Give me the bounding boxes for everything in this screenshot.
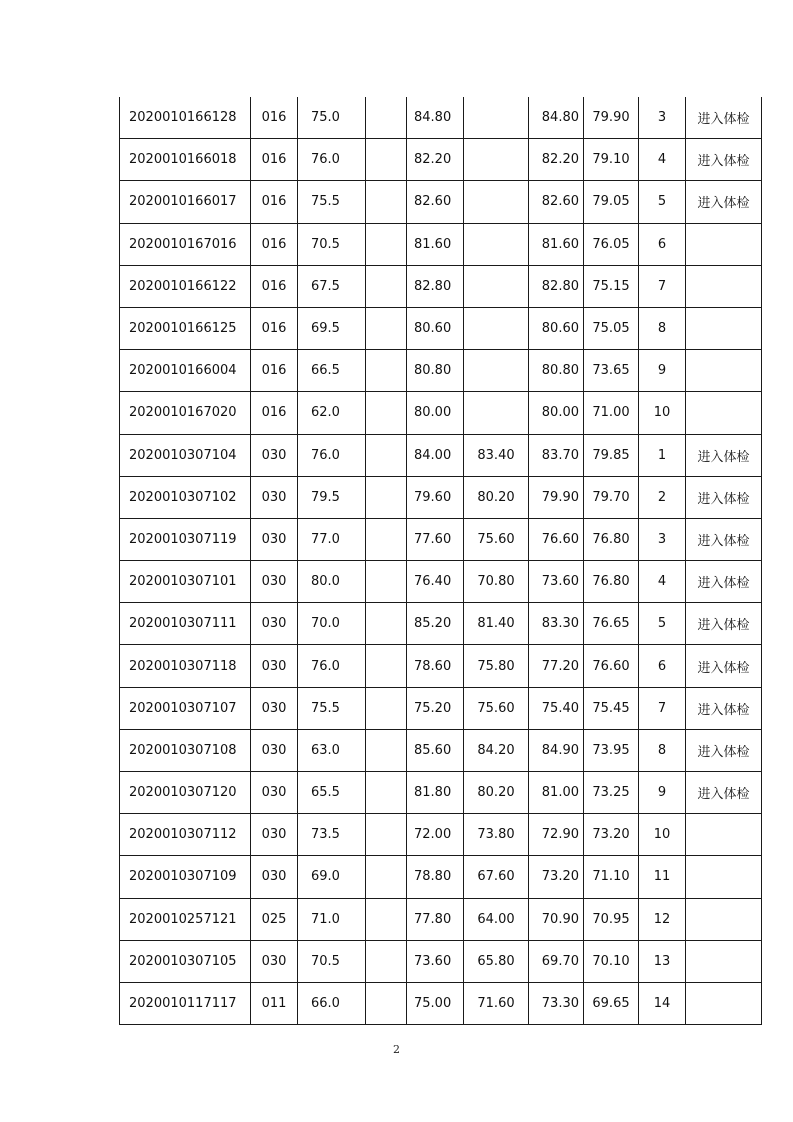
total-score-cell: 73.65 — [584, 350, 639, 392]
written-score-cell: 75.5 — [298, 181, 366, 223]
rank-cell: 14 — [639, 982, 686, 1024]
remark-cell: 进入体检 — [686, 139, 762, 181]
interview-average-cell: 80.80 — [529, 350, 584, 392]
table-row — [120, 856, 762, 898]
candidate-id-cell: 2020010307119 — [120, 518, 251, 560]
interview-score-2-cell: 67.60 — [464, 856, 529, 898]
remark-cell: 进入体检 — [686, 561, 762, 603]
rank-cell: 4 — [639, 561, 686, 603]
rank-cell: 6 — [639, 223, 686, 265]
total-score-cell: 79.85 — [584, 434, 639, 476]
interview-score-1-cell: 72.00 — [407, 814, 464, 856]
interview-score-1-cell: 80.80 — [407, 350, 464, 392]
interview-average-cell: 84.90 — [529, 729, 584, 771]
table-row — [120, 687, 762, 729]
interview-score-2-cell: 80.20 — [464, 772, 529, 814]
extra-score-cell — [366, 350, 407, 392]
candidate-id-cell: 2020010257121 — [120, 898, 251, 940]
rank-cell: 5 — [639, 603, 686, 645]
rank-cell: 10 — [639, 814, 686, 856]
remark-cell: 进入体检 — [686, 603, 762, 645]
table-row — [120, 265, 762, 307]
position-code-cell: 030 — [251, 645, 298, 687]
total-score-cell: 76.05 — [584, 223, 639, 265]
extra-score-cell — [366, 392, 407, 434]
extra-score-cell — [366, 139, 407, 181]
rank-cell: 10 — [639, 392, 686, 434]
page-number: 2 — [393, 1043, 400, 1056]
candidate-id-cell: 2020010166018 — [120, 139, 251, 181]
extra-score-cell — [366, 772, 407, 814]
total-score-cell: 79.70 — [584, 476, 639, 518]
interview-score-1-cell: 75.00 — [407, 982, 464, 1024]
candidate-id-cell: 2020010307112 — [120, 814, 251, 856]
position-code-cell: 030 — [251, 518, 298, 560]
position-code-cell: 016 — [251, 307, 298, 349]
table-row — [120, 97, 762, 139]
candidate-id-cell: 2020010167020 — [120, 392, 251, 434]
position-code-cell: 030 — [251, 856, 298, 898]
interview-score-2-cell: 75.60 — [464, 687, 529, 729]
table-row — [120, 350, 762, 392]
written-score-cell: 76.0 — [298, 645, 366, 687]
total-score-cell: 69.65 — [584, 982, 639, 1024]
candidate-id-cell: 2020010307111 — [120, 603, 251, 645]
interview-average-cell: 72.90 — [529, 814, 584, 856]
position-code-cell: 030 — [251, 772, 298, 814]
position-code-cell: 030 — [251, 434, 298, 476]
interview-score-1-cell: 81.60 — [407, 223, 464, 265]
total-score-cell: 75.45 — [584, 687, 639, 729]
candidate-id-cell: 2020010307109 — [120, 856, 251, 898]
remark-cell: 进入体检 — [686, 476, 762, 518]
interview-average-cell: 84.80 — [529, 97, 584, 139]
extra-score-cell — [366, 223, 407, 265]
extra-score-cell — [366, 645, 407, 687]
interview-score-1-cell: 76.40 — [407, 561, 464, 603]
interview-score-2-cell — [464, 223, 529, 265]
rank-cell: 7 — [639, 265, 686, 307]
interview-average-cell: 81.60 — [529, 223, 584, 265]
extra-score-cell — [366, 729, 407, 771]
interview-average-cell: 77.20 — [529, 645, 584, 687]
table-row — [120, 476, 762, 518]
position-code-cell: 030 — [251, 476, 298, 518]
extra-score-cell — [366, 561, 407, 603]
rank-cell: 5 — [639, 181, 686, 223]
extra-score-cell — [366, 307, 407, 349]
extra-score-cell — [366, 940, 407, 982]
interview-score-1-cell: 82.80 — [407, 265, 464, 307]
interview-score-2-cell — [464, 307, 529, 349]
table-row — [120, 518, 762, 560]
table-row — [120, 814, 762, 856]
candidate-id-cell: 2020010307120 — [120, 772, 251, 814]
candidate-id-cell: 2020010166017 — [120, 181, 251, 223]
total-score-cell: 73.25 — [584, 772, 639, 814]
interview-score-2-cell — [464, 139, 529, 181]
position-code-cell: 016 — [251, 139, 298, 181]
extra-score-cell — [366, 898, 407, 940]
table-row — [120, 940, 762, 982]
candidate-id-cell: 2020010166128 — [120, 97, 251, 139]
remark-cell — [686, 898, 762, 940]
total-score-cell: 73.20 — [584, 814, 639, 856]
remark-cell: 进入体检 — [686, 181, 762, 223]
interview-score-2-cell: 75.80 — [464, 645, 529, 687]
rank-cell: 7 — [639, 687, 686, 729]
interview-score-2-cell: 75.60 — [464, 518, 529, 560]
interview-average-cell: 76.60 — [529, 518, 584, 560]
total-score-cell: 75.05 — [584, 307, 639, 349]
interview-average-cell: 70.90 — [529, 898, 584, 940]
interview-average-cell: 79.90 — [529, 476, 584, 518]
written-score-cell: 70.5 — [298, 940, 366, 982]
interview-score-2-cell: 64.00 — [464, 898, 529, 940]
table-row — [120, 603, 762, 645]
interview-score-1-cell: 77.80 — [407, 898, 464, 940]
interview-score-1-cell: 82.60 — [407, 181, 464, 223]
rank-cell: 1 — [639, 434, 686, 476]
position-code-cell: 030 — [251, 603, 298, 645]
remark-cell: 进入体检 — [686, 687, 762, 729]
written-score-cell: 73.5 — [298, 814, 366, 856]
table-row — [120, 982, 762, 1024]
extra-score-cell — [366, 181, 407, 223]
score-table-body — [120, 97, 762, 1025]
total-score-cell: 79.05 — [584, 181, 639, 223]
candidate-id-cell: 2020010307107 — [120, 687, 251, 729]
written-score-cell: 66.5 — [298, 350, 366, 392]
interview-score-2-cell: 83.40 — [464, 434, 529, 476]
total-score-cell: 76.60 — [584, 645, 639, 687]
interview-average-cell: 73.20 — [529, 856, 584, 898]
interview-score-1-cell: 79.60 — [407, 476, 464, 518]
table-row — [120, 645, 762, 687]
total-score-cell: 71.00 — [584, 392, 639, 434]
written-score-cell: 69.5 — [298, 307, 366, 349]
remark-cell: 进入体检 — [686, 434, 762, 476]
position-code-cell: 016 — [251, 181, 298, 223]
written-score-cell: 70.0 — [298, 603, 366, 645]
interview-score-2-cell: 80.20 — [464, 476, 529, 518]
interview-score-2-cell: 70.80 — [464, 561, 529, 603]
candidate-id-cell: 2020010307101 — [120, 561, 251, 603]
table-row — [120, 434, 762, 476]
total-score-cell: 71.10 — [584, 856, 639, 898]
written-score-cell: 65.5 — [298, 772, 366, 814]
rank-cell: 4 — [639, 139, 686, 181]
position-code-cell: 011 — [251, 982, 298, 1024]
written-score-cell: 66.0 — [298, 982, 366, 1024]
written-score-cell: 80.0 — [298, 561, 366, 603]
candidate-id-cell: 2020010167016 — [120, 223, 251, 265]
table-row — [120, 223, 762, 265]
rank-cell: 13 — [639, 940, 686, 982]
interview-average-cell: 73.60 — [529, 561, 584, 603]
interview-score-1-cell: 85.60 — [407, 729, 464, 771]
table-row — [120, 139, 762, 181]
total-score-cell: 76.80 — [584, 561, 639, 603]
remark-cell: 进入体检 — [686, 97, 762, 139]
rank-cell: 9 — [639, 772, 686, 814]
remark-cell — [686, 940, 762, 982]
extra-score-cell — [366, 687, 407, 729]
interview-score-1-cell: 80.00 — [407, 392, 464, 434]
candidate-id-cell: 2020010307105 — [120, 940, 251, 982]
interview-average-cell: 75.40 — [529, 687, 584, 729]
position-code-cell: 030 — [251, 561, 298, 603]
table-row — [120, 307, 762, 349]
rank-cell: 3 — [639, 518, 686, 560]
rank-cell: 3 — [639, 97, 686, 139]
table-row — [120, 898, 762, 940]
position-code-cell: 016 — [251, 265, 298, 307]
interview-average-cell: 80.00 — [529, 392, 584, 434]
remark-cell — [686, 982, 762, 1024]
total-score-cell: 70.10 — [584, 940, 639, 982]
interview-score-2-cell: 71.60 — [464, 982, 529, 1024]
remark-cell — [686, 307, 762, 349]
remark-cell — [686, 392, 762, 434]
written-score-cell: 75.0 — [298, 97, 366, 139]
interview-score-1-cell: 77.60 — [407, 518, 464, 560]
table-row — [120, 729, 762, 771]
position-code-cell: 016 — [251, 97, 298, 139]
interview-average-cell: 73.30 — [529, 982, 584, 1024]
score-table — [119, 97, 762, 1025]
interview-score-1-cell: 84.80 — [407, 97, 464, 139]
total-score-cell: 76.80 — [584, 518, 639, 560]
written-score-cell: 76.0 — [298, 434, 366, 476]
rank-cell: 11 — [639, 856, 686, 898]
interview-average-cell: 80.60 — [529, 307, 584, 349]
rank-cell: 12 — [639, 898, 686, 940]
written-score-cell: 62.0 — [298, 392, 366, 434]
candidate-id-cell: 2020010307108 — [120, 729, 251, 771]
candidate-id-cell: 2020010307118 — [120, 645, 251, 687]
interview-score-1-cell: 78.80 — [407, 856, 464, 898]
written-score-cell: 70.5 — [298, 223, 366, 265]
interview-average-cell: 82.20 — [529, 139, 584, 181]
total-score-cell: 73.95 — [584, 729, 639, 771]
rank-cell: 6 — [639, 645, 686, 687]
total-score-cell: 76.65 — [584, 603, 639, 645]
position-code-cell: 030 — [251, 940, 298, 982]
table-row — [120, 772, 762, 814]
rank-cell: 8 — [639, 307, 686, 349]
written-score-cell: 77.0 — [298, 518, 366, 560]
interview-score-1-cell: 80.60 — [407, 307, 464, 349]
interview-score-2-cell — [464, 265, 529, 307]
extra-score-cell — [366, 518, 407, 560]
position-code-cell: 016 — [251, 392, 298, 434]
interview-score-2-cell: 84.20 — [464, 729, 529, 771]
interview-score-2-cell: 73.80 — [464, 814, 529, 856]
interview-average-cell: 83.30 — [529, 603, 584, 645]
extra-score-cell — [366, 476, 407, 518]
total-score-cell: 75.15 — [584, 265, 639, 307]
written-score-cell: 79.5 — [298, 476, 366, 518]
candidate-id-cell: 2020010307104 — [120, 434, 251, 476]
interview-average-cell: 81.00 — [529, 772, 584, 814]
rank-cell: 2 — [639, 476, 686, 518]
candidate-id-cell: 2020010117117 — [120, 982, 251, 1024]
extra-score-cell — [366, 97, 407, 139]
extra-score-cell — [366, 434, 407, 476]
remark-cell: 进入体检 — [686, 729, 762, 771]
written-score-cell: 71.0 — [298, 898, 366, 940]
extra-score-cell — [366, 982, 407, 1024]
position-code-cell: 016 — [251, 350, 298, 392]
candidate-id-cell: 2020010166125 — [120, 307, 251, 349]
interview-score-1-cell: 73.60 — [407, 940, 464, 982]
candidate-id-cell: 2020010307102 — [120, 476, 251, 518]
written-score-cell: 67.5 — [298, 265, 366, 307]
table-row — [120, 181, 762, 223]
interview-score-1-cell: 82.20 — [407, 139, 464, 181]
interview-average-cell: 83.70 — [529, 434, 584, 476]
interview-score-2-cell — [464, 350, 529, 392]
total-score-cell: 79.10 — [584, 139, 639, 181]
table-row — [120, 392, 762, 434]
candidate-id-cell: 2020010166122 — [120, 265, 251, 307]
interview-score-1-cell: 81.80 — [407, 772, 464, 814]
table-row — [120, 561, 762, 603]
interview-score-1-cell: 75.20 — [407, 687, 464, 729]
position-code-cell: 030 — [251, 814, 298, 856]
interview-score-1-cell: 78.60 — [407, 645, 464, 687]
interview-score-1-cell: 84.00 — [407, 434, 464, 476]
remark-cell: 进入体检 — [686, 645, 762, 687]
remark-cell — [686, 265, 762, 307]
position-code-cell: 030 — [251, 687, 298, 729]
position-code-cell: 016 — [251, 223, 298, 265]
written-score-cell: 75.5 — [298, 687, 366, 729]
total-score-cell: 70.95 — [584, 898, 639, 940]
interview-score-2-cell — [464, 392, 529, 434]
interview-score-1-cell: 85.20 — [407, 603, 464, 645]
remark-cell — [686, 223, 762, 265]
total-score-cell: 79.90 — [584, 97, 639, 139]
extra-score-cell — [366, 265, 407, 307]
remark-cell — [686, 814, 762, 856]
rank-cell: 9 — [639, 350, 686, 392]
remark-cell: 进入体检 — [686, 518, 762, 560]
position-code-cell: 030 — [251, 729, 298, 771]
interview-average-cell: 82.60 — [529, 181, 584, 223]
remark-cell: 进入体检 — [686, 772, 762, 814]
candidate-id-cell: 2020010166004 — [120, 350, 251, 392]
interview-score-2-cell: 81.40 — [464, 603, 529, 645]
extra-score-cell — [366, 814, 407, 856]
rank-cell: 8 — [639, 729, 686, 771]
interview-average-cell: 82.80 — [529, 265, 584, 307]
remark-cell — [686, 856, 762, 898]
written-score-cell: 69.0 — [298, 856, 366, 898]
interview-score-2-cell — [464, 97, 529, 139]
remark-cell — [686, 350, 762, 392]
interview-score-2-cell: 65.80 — [464, 940, 529, 982]
written-score-cell: 63.0 — [298, 729, 366, 771]
extra-score-cell — [366, 856, 407, 898]
interview-score-2-cell — [464, 181, 529, 223]
extra-score-cell — [366, 603, 407, 645]
interview-average-cell: 69.70 — [529, 940, 584, 982]
written-score-cell: 76.0 — [298, 139, 366, 181]
position-code-cell: 025 — [251, 898, 298, 940]
